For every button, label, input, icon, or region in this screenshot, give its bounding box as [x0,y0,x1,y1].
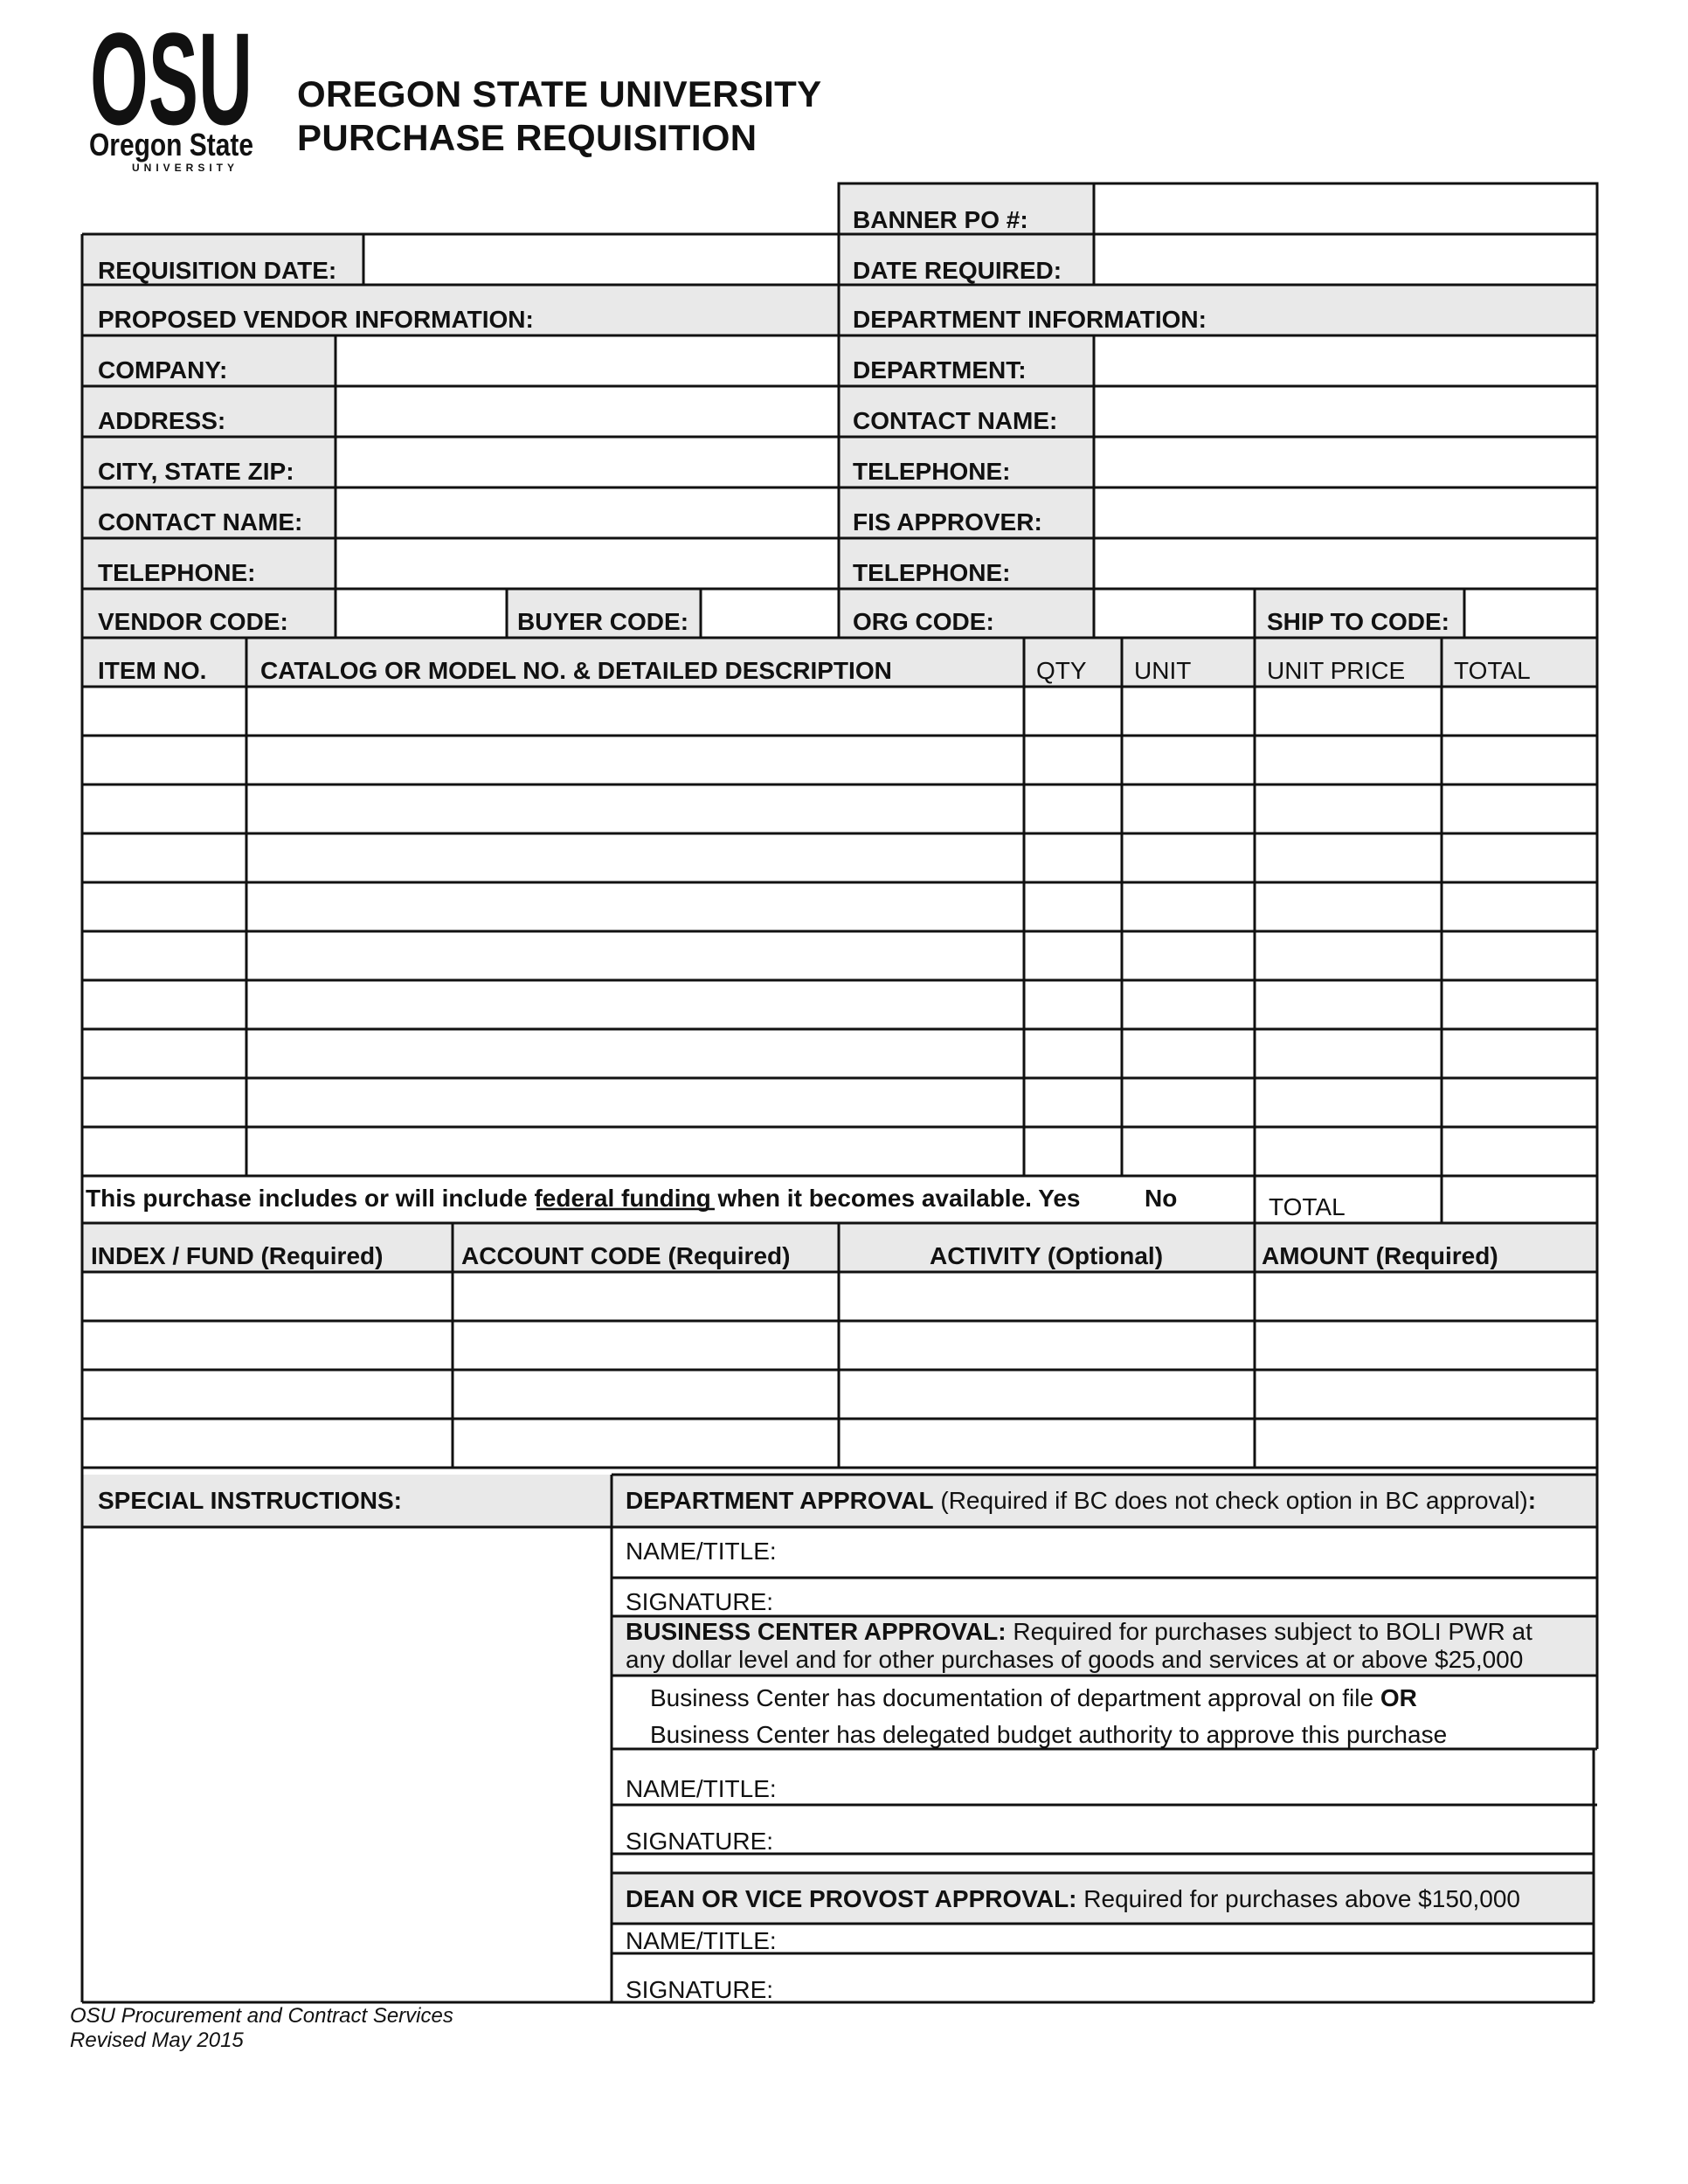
item-cell-qty[interactable] [1027,983,1119,1026]
grand-total-label: TOTAL [1269,1193,1346,1220]
item-cell-total[interactable] [1444,885,1595,929]
federal-funding-text: federal funding [534,1185,711,1212]
bc-signature-label: SIGNATURE: [626,1828,774,1855]
col-activity: ACTIVITY (Optional) [930,1242,1164,1269]
fis-approver-field[interactable] [1097,489,1595,536]
banner-po-field[interactable] [1097,185,1595,232]
item-cell-unit-price[interactable] [1257,689,1439,733]
item-cell-unit[interactable] [1124,934,1252,978]
address-label: ADDRESS: [98,407,226,434]
funding-cell-activity[interactable] [841,1421,1252,1465]
funding-cell-activity[interactable] [841,1324,1252,1367]
vendor-heading: PROPOSED VENDOR INFORMATION: [98,306,534,333]
dean-signature-field[interactable] [769,1957,1590,1999]
item-cell-qty[interactable] [1027,689,1119,733]
ship-to-code-label: SHIP TO CODE: [1267,608,1450,635]
funding-no-option[interactable]: No [1145,1185,1178,1212]
bc-option1-or: OR [1380,1684,1417,1711]
banner-po-label: BANNER PO #: [853,206,1028,233]
fis-approver-label: FIS APPROVER: [853,508,1042,536]
col-unit-price: UNIT PRICE [1267,657,1406,684]
special-instructions-label: SPECIAL INSTRUCTIONS: [98,1487,402,1514]
vendor-telephone-label: TELEPHONE: [98,559,256,586]
item-cell-description[interactable] [249,1081,1021,1124]
item-cell-description[interactable] [249,885,1021,929]
col-unit: UNIT [1134,657,1192,684]
item-cell-unit-price[interactable] [1257,1081,1439,1124]
ship-to-code-field[interactable] [1467,591,1595,636]
fis-telephone-label: TELEPHONE: [853,559,1011,586]
funding-cell-activity[interactable] [841,1275,1252,1318]
company-field[interactable] [338,337,836,384]
dept-approval-title: DEPARTMENT APPROVAL [626,1487,934,1514]
form-title-line1: OREGON STATE UNIVERSITY [297,73,822,114]
item-cell-description[interactable] [249,1130,1021,1173]
item-cell-item-no[interactable] [85,1032,244,1075]
item-cell-total[interactable] [1444,787,1595,831]
fis-telephone-field[interactable] [1097,540,1595,587]
buyer-code-field[interactable] [703,591,836,636]
item-cell-unit[interactable] [1124,836,1252,880]
city-state-zip-label: CITY, STATE ZIP: [98,458,294,485]
bc-approval-title: BUSINESS CENTER APPROVAL: [626,1618,1007,1645]
dean-approval-title: DEAN OR VICE PROVOST APPROVAL: [626,1885,1077,1912]
item-cell-item-no[interactable] [85,934,244,978]
federal-funding-statement [86,1185,1081,1213]
funding-cell-account-code[interactable] [455,1421,836,1465]
funding-cell-account-code[interactable] [455,1324,836,1367]
dept-telephone-field[interactable] [1097,439,1595,486]
col-account-code: ACCOUNT CODE (Required) [461,1242,791,1269]
item-cell-unit[interactable] [1124,689,1252,733]
date-required-field[interactable] [1097,236,1595,283]
item-cell-description[interactable] [249,934,1021,978]
item-cell-unit-price[interactable] [1257,738,1439,782]
item-cell-unit-price[interactable] [1257,1032,1439,1075]
dept-telephone-label: TELEPHONE: [853,458,1011,485]
funding-cell-index-fund[interactable] [85,1372,450,1416]
item-cell-qty[interactable] [1027,1130,1119,1173]
dean-name-title-label: NAME/TITLE: [626,1927,777,1954]
item-cell-qty[interactable] [1027,1032,1119,1075]
item-cell-qty[interactable] [1027,885,1119,929]
vendor-contact-label: CONTACT NAME: [98,508,303,536]
item-cell-description[interactable] [249,836,1021,880]
dean-signature-label: SIGNATURE: [626,1976,774,2003]
funding-cell-amount[interactable] [1257,1421,1595,1465]
item-cell-description[interactable] [249,1032,1021,1075]
footer-office: OSU Procurement and Contract Services [70,2004,453,2028]
bc-name-title-field[interactable] [769,1752,1590,1801]
item-cell-unit-price[interactable] [1257,983,1439,1026]
item-cell-total[interactable] [1444,689,1595,733]
dean-name-title-field[interactable] [769,1925,1590,1952]
item-cell-total[interactable] [1444,738,1595,782]
item-cell-unit[interactable] [1124,1081,1252,1124]
item-cell-description[interactable] [249,738,1021,782]
buyer-code-label: BUYER CODE: [517,608,689,635]
item-cell-qty[interactable] [1027,836,1119,880]
bc-approval-note2: any dollar level and for other purchases of goods and services at or above $25,000 [626,1646,1524,1673]
grand-total-field[interactable] [1444,1178,1595,1221]
vendor-code-field[interactable] [338,591,504,636]
dean-approval-heading [626,1885,1520,1913]
item-cell-qty[interactable] [1027,787,1119,831]
col-item-no: ITEM NO. [98,657,207,684]
funding-pre: This purchase includes or will include [86,1185,535,1212]
logo-sub: UNIVERSITY [131,162,239,174]
col-amount: AMOUNT (Required) [1262,1242,1498,1269]
item-cell-total[interactable] [1444,934,1595,978]
footer-revised: Revised May 2015 [70,2028,244,2052]
col-total: TOTAL [1454,657,1531,684]
funding-cell-index-fund[interactable] [85,1324,450,1367]
item-cell-total[interactable] [1444,1032,1595,1075]
bc-option-delegated[interactable]: Business Center has delegated budget authority to approve this purchase [650,1721,1448,1748]
item-cell-item-no[interactable] [85,1130,244,1173]
org-code-field[interactable] [1097,591,1252,636]
bc-approval-heading [626,1618,1532,1646]
item-cell-unit[interactable] [1124,738,1252,782]
col-index-fund: INDEX / FUND (Required) [91,1242,384,1269]
funding-cell-account-code[interactable] [455,1275,836,1318]
funding-cell-amount[interactable] [1257,1372,1595,1416]
item-cell-unit-price[interactable] [1257,836,1439,880]
company-label: COMPANY: [98,356,228,384]
special-instructions-field[interactable] [86,1531,610,2002]
item-cell-description[interactable] [249,983,1021,1026]
col-qty: QTY [1036,657,1087,684]
item-cell-item-no[interactable] [85,983,244,1026]
item-cell-unit-price[interactable] [1257,885,1439,929]
department-heading: DEPARTMENT INFORMATION: [853,306,1207,333]
item-cell-unit-price[interactable] [1257,934,1439,978]
form-title-line2: PURCHASE REQUISITION [297,117,758,158]
item-cell-unit-price[interactable] [1257,787,1439,831]
bc-signature-field[interactable] [769,1808,1590,1852]
item-cell-unit[interactable] [1124,1130,1252,1173]
vendor-contact-field[interactable] [338,489,836,536]
item-cell-unit[interactable] [1124,983,1252,1026]
bc-option1-text: Business Center has documentation of department approval on file [650,1684,1380,1711]
col-description: CATALOG OR MODEL NO. & DETAILED DESCRIPTION [260,657,892,684]
vendor-code-label: VENDOR CODE: [98,608,288,635]
bc-name-title-label: NAME/TITLE: [626,1775,777,1802]
item-cell-unit[interactable] [1124,885,1252,929]
dept-approval-note: (Required if BC does not check option in BC approval) [933,1487,1528,1514]
department-label: DEPARTMENT: [853,356,1027,384]
address-field[interactable] [338,388,836,435]
item-cell-item-no[interactable] [85,689,244,733]
funding-cell-amount[interactable] [1257,1324,1595,1367]
item-cell-unit[interactable] [1124,1032,1252,1075]
funding-cell-amount[interactable] [1257,1275,1595,1318]
item-cell-description[interactable] [249,787,1021,831]
dean-approval-note: Required for purchases above $150,000 [1076,1885,1520,1912]
logo-wordmark: OSU [90,26,253,152]
item-cell-unit[interactable] [1124,787,1252,831]
item-cell-item-no[interactable] [85,738,244,782]
funding-cell-account-code[interactable] [455,1372,836,1416]
dept-signature-label: SIGNATURE: [626,1588,774,1615]
dept-name-title-field[interactable] [769,1531,1594,1574]
requisition-date-label: REQUISITION DATE: [98,257,337,284]
item-cell-item-no[interactable] [85,836,244,880]
item-cell-total[interactable] [1444,983,1595,1026]
item-cell-qty[interactable] [1027,934,1119,978]
dept-approval-colon: : [1527,1487,1537,1514]
item-cell-qty[interactable] [1027,1081,1119,1124]
dept-approval-heading [626,1487,1536,1515]
dept-contact-field[interactable] [1097,388,1595,435]
org-code-label: ORG CODE: [853,608,994,635]
bc-approval-note: Required for purchases subject to BOLI PWR at [1006,1618,1532,1645]
date-required-label: DATE REQUIRED: [853,257,1062,284]
bc-option-documentation[interactable] [650,1684,1417,1712]
dept-signature-field[interactable] [769,1579,1594,1614]
dept-name-title-label: NAME/TITLE: [626,1538,777,1565]
item-cell-unit-price[interactable] [1257,1130,1439,1173]
item-cell-item-no[interactable] [85,1081,244,1124]
item-cell-total[interactable] [1444,1081,1595,1124]
dept-contact-label: CONTACT NAME: [853,407,1058,434]
city-state-zip-field[interactable] [338,439,836,486]
funding-cell-index-fund[interactable] [85,1421,450,1465]
item-cell-total[interactable] [1444,1130,1595,1173]
logo-name: Oregon State [89,127,253,162]
item-cell-item-no[interactable] [85,787,244,831]
item-cell-description[interactable] [249,689,1021,733]
item-cell-item-no[interactable] [85,885,244,929]
vendor-telephone-field[interactable] [338,540,836,587]
department-field[interactable] [1097,337,1595,384]
funding-cell-index-fund[interactable] [85,1275,450,1318]
item-cell-total[interactable] [1444,836,1595,880]
requisition-date-field[interactable] [366,236,836,283]
funding-cell-activity[interactable] [841,1372,1252,1416]
funding-post: when it becomes available. Yes [710,1185,1081,1212]
item-cell-qty[interactable] [1027,738,1119,782]
